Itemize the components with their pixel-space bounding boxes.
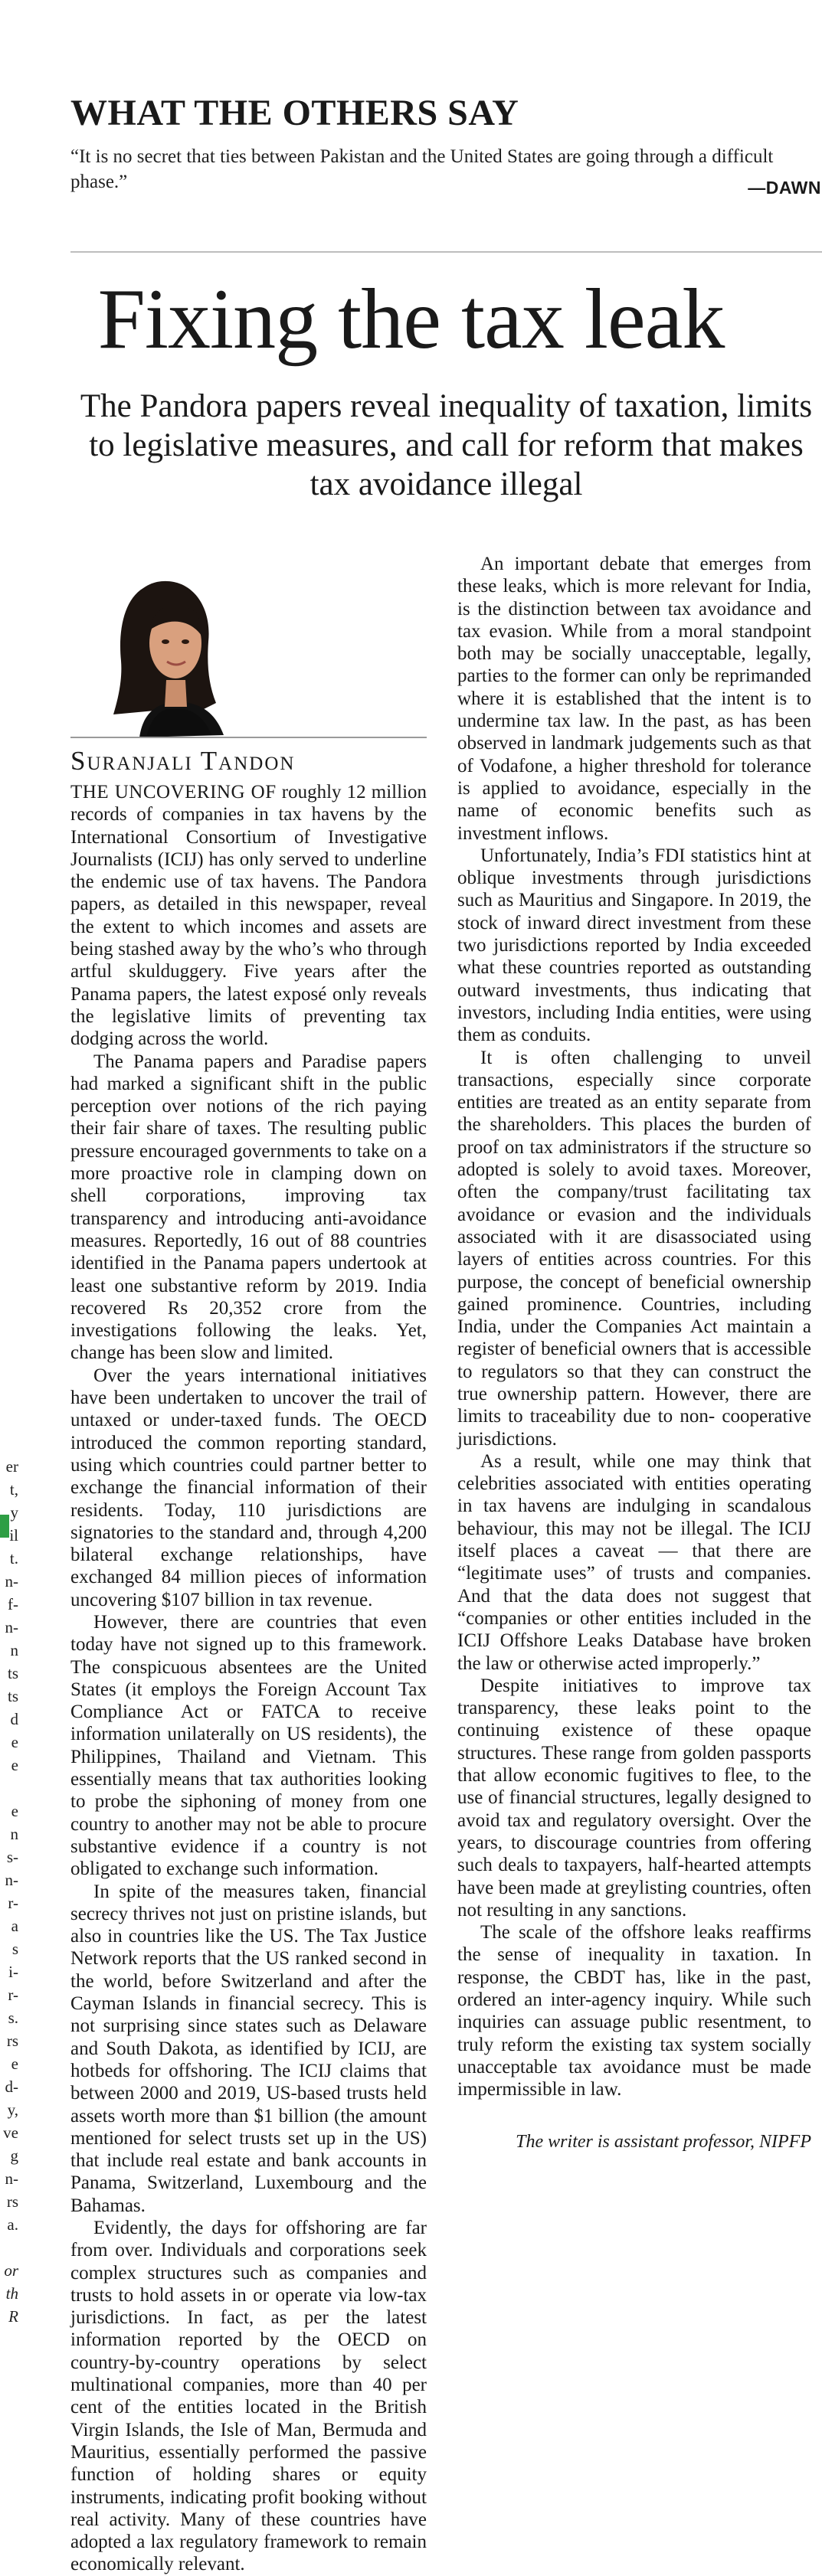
adjacent-column-fragment: n- <box>5 2169 18 2188</box>
article-paragraph-1: THE UNCOVERING OF roughly 12 million records of companies in tax havens by the International Consortium of Investigative Journalists (ICIJ) has only served to underline the endemic use of tax havens. The Pandora papers, as detailed in this newspaper, reveal the extent to which incomes and assets are being stashed away by the who’s who through artful skulduggery. Five years after the Panama papers, the latest exposé only reveals the legislative limits of preventing tax dodging across the world. <box>70 782 427 1050</box>
article-paragraph-6: Evidently, the days for offshoring are far from over. Individuals and corporations seek complex structures such as companies and trusts to hold assets in or operate via low-tax jurisdictions. In fact, as per the latest information reported by the OECD on country-by-country operations by select multinational companies, more than 40 per cent of the entities located in the British Virgin Islands, the Isle of Man, Bermuda and Mauritius, essentially performed the passive function of holding shares or equity instruments, indicating profit booking without real activity. Many of these countries have adopted a lax regulatory framework to remain economically relevant. <box>70 2218 427 2575</box>
adjacent-column-fragment: s <box>11 1940 18 1958</box>
author-byline: Suranjali Tandon <box>70 746 296 776</box>
adjacent-column-fragment: e <box>11 1802 18 1820</box>
section-divider <box>70 251 822 253</box>
adjacent-column-fragment: e <box>11 1733 18 1751</box>
author-portrait-icon <box>70 557 270 735</box>
adjacent-column-fragment: r- <box>8 1986 18 2004</box>
article-paragraph-4: However, there are countries that even today have not signed up to this framework. The conspicuous absentees are the United States (it employs the Foreign Account Tax Compliance Act or FATCA to receive information unilaterally on US residents), the Philippines, Thailand and Vietnam. This essentially means that tax authorities looking to probe the siphoning of money from one country to another may not be able to procure substantive evidence if a country is not obligated to exchange such information. <box>70 1611 427 1880</box>
adjacent-column-fragment: R <box>8 2307 18 2326</box>
adjacent-column-fragment: th <box>5 2284 18 2303</box>
adjacent-column-fragment: e <box>11 2055 18 2073</box>
adjacent-column-fragment: n- <box>5 1871 18 1889</box>
adjacent-column-fragment: a. <box>7 2215 18 2234</box>
standfirst: The Pandora papers reveal inequality of taxation, limits to legislative measures, and call for reform that makes tax avoidance illegal <box>80 388 813 502</box>
adjacent-column-fragment: ts <box>7 1664 18 1682</box>
adjacent-column-fragment: s. <box>8 2009 18 2027</box>
headline: Fixing the tax leak <box>97 272 725 367</box>
others-quote: “It is no secret that ties between Pakistan and the United States are going through a difficult phase.” <box>70 146 774 192</box>
what-the-others-say <box>70 90 821 198</box>
adjacent-column-fragment: n <box>10 1641 18 1659</box>
adjacent-column-fragment: rs <box>6 2032 18 2050</box>
article-paragraph-8: Unfortunately, India’s FDI statistics hint at oblique investments through jurisdictions such as Mauritius and Singapore. In 2019, the stock of inward direct investment from these two jurisdictions reported by India exceeded what these countries reported as outstanding outward investments, thus indicating that investors, including India entities, were using them as conduits. <box>457 845 811 1046</box>
adjacent-column-fragment: rs <box>6 2192 18 2211</box>
adjacent-column-fragment: n- <box>5 1618 18 1636</box>
article-paragraph-9: It is often challenging to unveil transactions, especially since corporate entities are treated as an entity separate from the shareholders. This places the burden of proof on tax administrators if the structure so adopted is solely to avoid taxes. Moreover, often the company/trust facilitating tax avoidance or evasion and the individuals associated with it are disassociated using layers of entities across countries. For this purpose, the concept of beneficial ownership gained prominence. Countries, including India, under the Companies Act maintain a register of beneficial owners that is accessible to regulators so that they can construct the true ownership pattern. However, there are limits to traceability due to non- cooperative jurisdictions. <box>457 1047 811 1450</box>
byline-rule <box>70 737 427 738</box>
others-heading: WHAT THE OTHERS SAY <box>70 93 519 133</box>
article-paragraph-10: As a result, while one may think that celebrities associated with entities operating in tax havens are indulging in scandalous behaviour, this may not be illegal. The ICIJ itself places a caveat — that there are “legitimate uses” of trusts and companies. And that the data does not suggest that “companies or other entities included in the ICIJ Offshore Leaks Database have broken the law or otherwise acted improperly.” <box>457 1450 811 1674</box>
article-column-left <box>70 781 427 2576</box>
adjacent-column-fragment: r- <box>8 1894 18 1912</box>
author-note: The writer is assistant professor, NIPFP <box>516 2132 811 2153</box>
adjacent-column-fragment: y <box>10 1503 18 1522</box>
adjacent-column-fragment: i- <box>8 1963 18 1981</box>
adjacent-column-fragment: ve <box>3 2123 18 2142</box>
adjacent-column-fragment: n <box>10 1825 18 1843</box>
article-column-right <box>457 553 811 2154</box>
article-paragraph-3: Over the years international initiatives have been undertaken to uncover the trail of untaxed or under-taxed funds. The OECD introduced the common reporting standard, using which countries could partner better to exchange the financial information of their residents. Today, 110 jurisdictions are signatories to the standard and, through 4,200 bilateral exchange relationships, have exchanged 84 million pieces of information uncovering $107 billion in tax revenue. <box>70 1365 427 1610</box>
adjacent-column-fragment: t, <box>9 1480 18 1499</box>
lead-in: THE UNCOVERING OF <box>70 782 277 803</box>
adjacent-column-fragment: er <box>5 1457 18 1476</box>
adjacent-column-fragment: or <box>4 2261 18 2280</box>
adjacent-column-fragment: s- <box>6 1848 18 1866</box>
adjacent-column-fragment: y, <box>7 2100 18 2119</box>
article-paragraph-11: Despite initiatives to improve tax transparency, these leaks point to the continuing existence of these opaque structures. These range from golden passports that allow economic fugitives to flee, to the use of financial structures, legally designed to avoid tax and regulatory oversight. Over the years, to discourage countries from offering such deals to taxpayers, half-hearted attempts have been made at greylisting countries, often not resulting in any sanctions. <box>457 1675 811 1921</box>
adjacent-column-fragment: ts <box>7 1687 18 1705</box>
others-source: —DAWN <box>748 178 821 198</box>
adjacent-column-fragment <box>0 1777 21 1800</box>
adjacent-column-fragment: e <box>11 1756 18 1774</box>
adjacent-column-fragment: g <box>10 2146 18 2165</box>
adjacent-column-fragment: d <box>10 1710 18 1728</box>
adjacent-column-fragment: d- <box>5 2077 18 2096</box>
author-photo <box>70 557 270 735</box>
article-paragraph-12: The scale of the offshore leaks reaffirms the sense of inequality in taxation. In response, the CBDT has, like in the past, ordered an inter-agency inquiry. While such inquiries can assuage public resentment, to truly reform the existing tax system socially unacceptable tax avoidance must be made impermissible in law. <box>457 1922 811 2100</box>
adjacent-column-fragment: t. <box>9 1549 18 1568</box>
article-paragraph-7: An important debate that emerges from these leaks, which is more relevant for India, is the distinction between tax avoidance and tax evasion. While from a moral standpoint both may be socially unacceptable, legally, parties to the former can only be reprimanded where it is established that the intent is to undermine tax law. In the past, as has been observed in landmark judgements such as that of Vodafone, a higher threshold for tolerance is applied to avoidance, especially in the name of economic benefits such as investment inflows. <box>457 554 811 844</box>
adjacent-column-fragment: a <box>11 1917 18 1935</box>
adjacent-column-fragment <box>0 2236 21 2259</box>
adjacent-column-fragments <box>0 1455 21 2527</box>
article-paragraph-2: The Panama papers and Paradise papers had marked a significant shift in the public perception over notions of the rich paying their fair share of taxes. The resulting public pressure encouraged governments to take on a more proactive role in clamping down on shell corporations, improving tax transparency and introducing anti-avoidance measures. Reportedly, 16 out of 88 countries identified in the Panama papers undertook at least one substantive reform by 2019. India recovered Rs 20,352 crore from the investigations following the leaks. Yet, change has been slow and limited. <box>70 1051 427 1364</box>
adjacent-column-fragment: il <box>9 1526 18 1545</box>
adjacent-column-fragment: f- <box>8 1595 18 1613</box>
article-paragraph-5: In spite of the measures taken, financial secrecy thrives not just on pristine islands, but also in countries like the US. The Tax Justice Network reports that the US ranked second in the world, before Switzerland and after the Cayman Islands in financial secrecy. This is not surprising since states such as Delaware and South Dakota, as identified by ICIJ, are hotbeds for offshoring. The ICIJ claims that between 2000 and 2019, US-based trusts held assets worth more than $1 billion (the amount mentioned for select trusts set up in the US) that include real estate and bank accounts in Panama, Switzerland, Luxembourg and the Bahamas. <box>70 1881 427 2216</box>
adjacent-column-fragment: n- <box>5 1572 18 1590</box>
